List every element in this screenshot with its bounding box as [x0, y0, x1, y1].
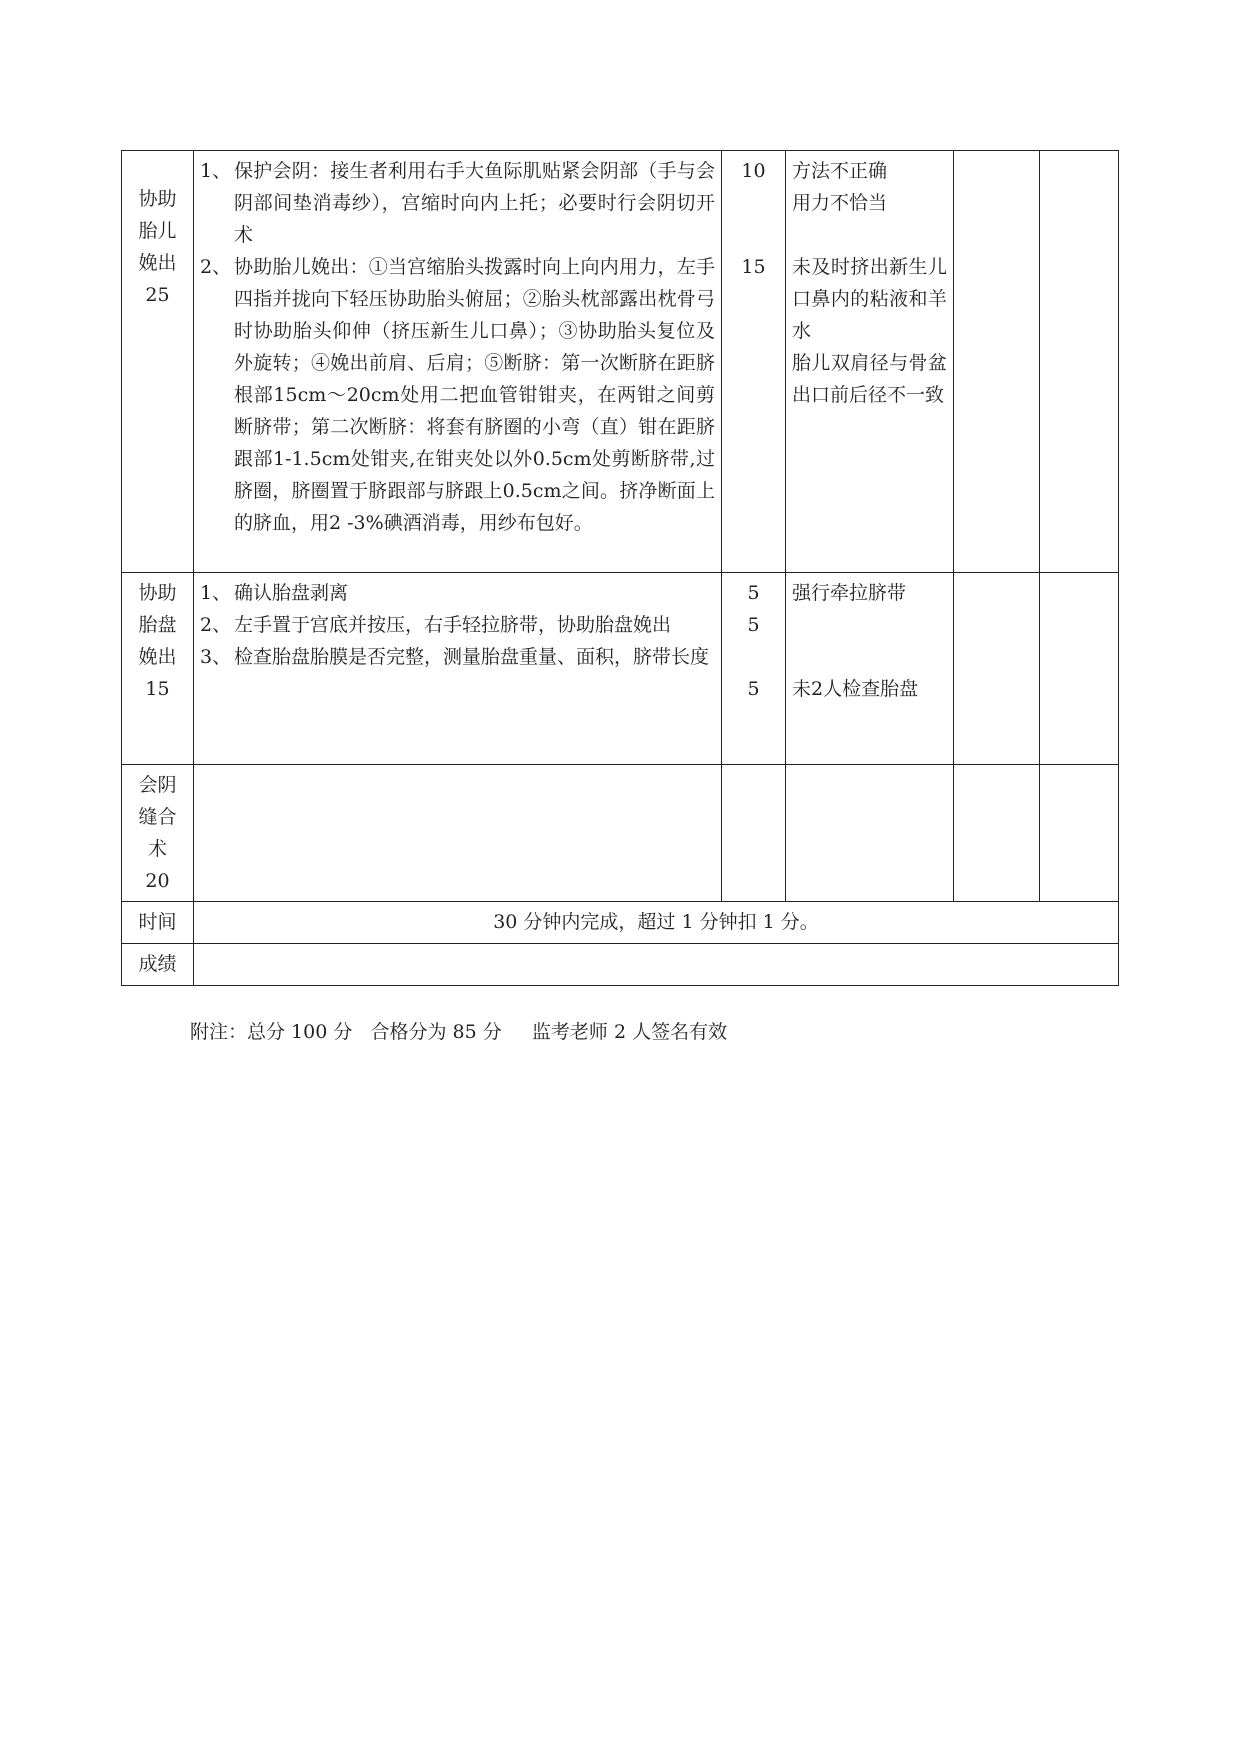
score-cell: 10 15 [722, 151, 786, 573]
row-label: 协助 胎儿 娩出 25 [122, 151, 194, 573]
procedure-content [194, 151, 722, 573]
blank-cell [954, 573, 1040, 765]
grade-cell [194, 944, 1119, 986]
procedure-content [194, 765, 722, 902]
deduction-cell [786, 765, 954, 902]
procedure-content [194, 573, 722, 765]
table-row [122, 151, 1119, 573]
table-row [122, 765, 1119, 902]
row-label: 会阴 缝合 术 20 [122, 765, 194, 902]
list-item: 3、 检查胎盘胎膜是否完整，测量胎盘重量、面积，脐带长度 [200, 646, 710, 668]
blank-cell [954, 765, 1040, 902]
blank-cell [954, 151, 1040, 573]
time-row [122, 902, 1119, 944]
blank-cell [1040, 765, 1119, 902]
list-item: 2、 协助胎儿娩出：①当宫缩胎头拨露时向上向内用力，左手四指并拢向下轻压协助胎头俯屈；②胎头枕部露出枕骨弓时协助胎头仰伸（挤压新生儿口鼻）；③协助胎头复位及外旋转；④娩出前肩、后肩；⑤断脐：第一次断脐在距脐根部15cm～20cm处用二把血管钳钳夹，在两钳之间剪断脐带；第二次断脐：将套有脐圈的小弯（直）钳在距脐跟部1-1.5cm处钳夹,在钳夹处以外0.5cm处剪断脐带,过脐圈，脐圈置于脐跟部与脐跟上0.5cm之间。挤净断面上的脐血，用2 -3%碘酒消毒，用纱布包好。 [200, 256, 715, 534]
score-cell: 5 5 5 [722, 573, 786, 765]
list-item: 2、 左手置于宫底并按压，右手轻拉脐带，协助胎盘娩出 [200, 614, 672, 636]
list-item: 1、 确认胎盘剥离 [200, 582, 349, 604]
footnote: 附注：总分 100 分 合格分为 85 分 监考老师 2 人签名有效 [190, 1021, 728, 1043]
score-cell [722, 765, 786, 902]
blank-cell [1040, 151, 1119, 573]
list-item: 1、 保护会阴：接生者利用右手大鱼际肌贴紧会阴部（手与会阴部间垫消毒纱），宫缩时向内上托；必要时行会阴切开术 [200, 160, 715, 246]
grade-row [122, 944, 1119, 986]
deduction-cell: 方法不正确 用力不恰当 未及时挤出新生儿口鼻内的粘液和羊水 胎儿双肩径与骨盆出口前后径不一致 [786, 151, 954, 573]
time-rule: 30 分钟内完成，超过 1 分钟扣 1 分。 [194, 902, 1119, 944]
deduction-cell: 强行牵拉脐带 未2人检查胎盘 [786, 573, 954, 765]
blank-cell [1040, 573, 1119, 765]
row-label: 协助 胎盘 娩出 15 [122, 573, 194, 765]
table-row [122, 573, 1119, 765]
row-label: 成绩 [122, 944, 194, 986]
row-label: 时间 [122, 902, 194, 944]
scoring-table [121, 150, 1119, 986]
